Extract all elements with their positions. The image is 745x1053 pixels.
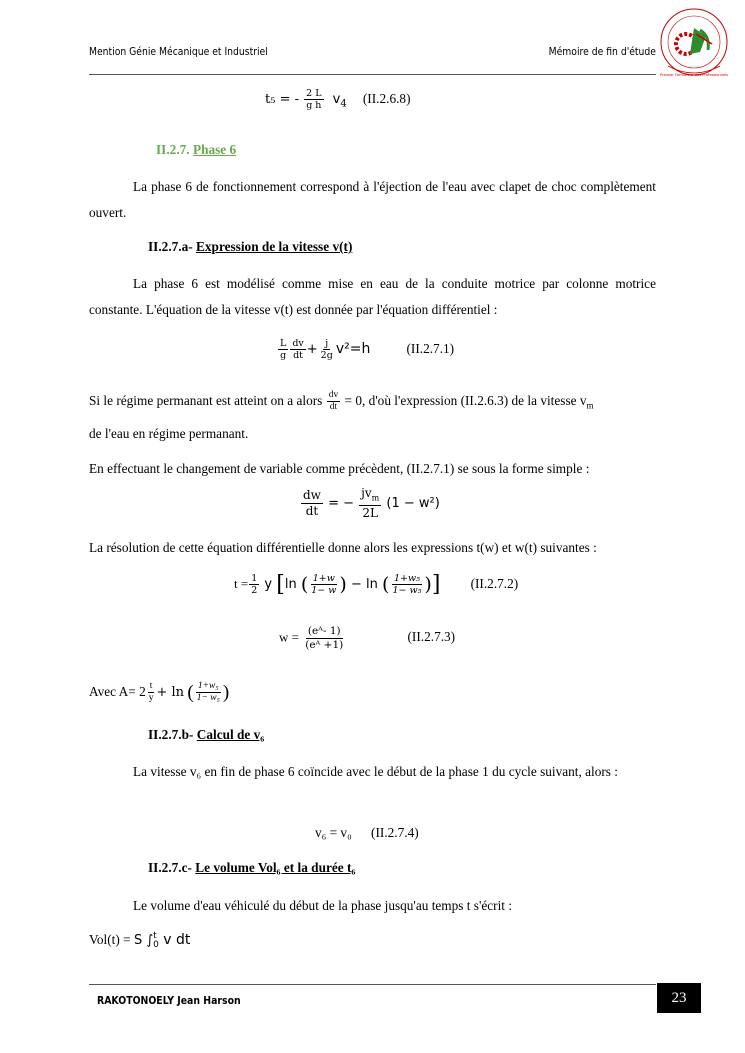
left-paren: ( [382,573,390,596]
frac-num: (eᴬ- 1) [307,625,341,637]
eq-lhs: Vol(t) = [89,932,134,948]
plus-sign: + [306,342,318,357]
subsection-number: II.2.7.c- [148,860,196,875]
equation-dw-dt [300,486,440,521]
header-right: Mémoire de fin d'étude [548,46,656,58]
eq-expr: v₆ = v₀ [315,825,352,840]
equation-number: (II.2.7.1) [406,341,455,356]
paragraph-3 [89,388,656,419]
integral-upper: t [153,931,157,941]
header-left: Mention Génie Mécanique et Industriel [89,46,268,58]
para3-text-b: = 0, d'où l'expression (II.2.6.3) de la vitesse v [341,393,587,408]
paragraph-7: Le volume d'eau véhiculé du début de la phase jusqu'au temps t s'écrit : [133,898,513,913]
eq-var: v [332,92,341,107]
eq-lhs: w = [279,629,299,645]
equation-2-7-4 [315,825,419,841]
right-paren: ) [339,573,347,596]
paragraph-5: La résolution de cette équation différentielle donne alors les expressions t(w) et w(t) suivantes : [89,540,597,555]
integral-s: S ∫ [133,933,154,949]
frac-den: dt [329,402,338,413]
frac-dw-dt [301,488,323,519]
footer-author: RAKOTONOELY Jean Harson [97,994,241,1007]
frac-ln-1 [309,573,338,596]
subsection-title: Expression de la vitesse v(t) [196,239,353,254]
equation-volume [89,932,190,950]
left-paren: ( [300,573,309,596]
plus-ln: + ln [156,685,185,700]
frac-num: 1+w₅ [393,573,420,584]
page-number: 23 [657,983,701,1013]
eq-sub: 4 [340,98,347,110]
paragraph-6: La vitesse v₆ en fin de phase 6 coïncide avec le début de la phase 1 du cycle suivant, alors : [133,764,618,779]
frac-dv-dt [290,338,305,361]
frac-j-2g [319,338,335,361]
eq-equals-minus: = − [328,496,355,512]
frac-num: 1 [251,573,258,584]
footer-rule [89,984,656,985]
equation-number: (II.2.7.4) [371,825,419,840]
subsection-title: Le volume Vol₆ et la durée t₆ [195,860,356,875]
frac-num-sub: m [371,493,380,503]
eq-fraction [304,88,323,111]
subsection-number: II.2.7.a- [148,239,197,254]
ln-2: ln [366,577,378,592]
section-number: II.2.7. [156,142,193,157]
equation-number: (II.2.7.2) [470,576,519,591]
eq-rest: v²=h [335,341,371,357]
frac-num: dv [328,390,339,401]
frac-den: 1− w₅ [196,693,220,704]
right-paren: ) [222,681,230,703]
equation-2-7-3 [279,625,455,652]
frac-num: dw [303,488,321,503]
subsection-number: II.2.7.b- [148,727,197,742]
para3-sub: m [586,400,594,411]
frac-num: t [149,681,153,692]
logo-caption: Premier Formateur des Professionnels [659,73,729,77]
header-rule [89,74,656,75]
frac-den: 2L [362,506,378,521]
eq-y: y [264,577,273,592]
subsection-a-heading [148,239,352,255]
frac-num: 2 L [306,88,322,99]
frac-ln-2 [390,573,423,596]
integrand: v dt [158,932,191,949]
frac-den: 2 [251,585,258,596]
ln-1: ln [284,577,297,592]
frac-num-text: jv [361,486,372,500]
frac-num: dv [292,338,304,349]
frac-half [249,573,259,596]
right-paren: ) [424,573,432,596]
paragraph-2: La phase 6 est modélisé comme mise en eau de la conduite motrice par colonne motrice constante. L'équation de la vitesse v(t) est donnée par l'équation différentiel : [89,276,656,317]
subsection-title: Calcul de v₆ [196,727,265,742]
equation-number: (II.2.6.8) [362,91,411,106]
frac-num [359,486,381,506]
definition-A [89,679,229,706]
avec-lhs: Avec A= 2 [89,684,146,699]
eq-lhs: t₅ = - [265,92,299,107]
frac-num: L [280,338,287,349]
frac-num: j [325,338,329,349]
frac-t-y [147,681,156,704]
integral-lower: 0 [153,940,159,950]
frac-den: 1− w [311,585,337,596]
section-title: Phase 6 [192,142,237,157]
eq-lhs: t = [234,576,249,591]
frac-den: g h [306,100,322,111]
paragraph-3-cont: de l'eau en régime permanant. [89,426,249,441]
frac-den: dt [293,350,303,361]
frac-jvm-2L [359,486,381,521]
equation-2-6-8 [265,88,411,111]
left-paren: ( [187,681,194,703]
frac-den: 2g [320,350,333,361]
frac-den: dt [305,504,319,519]
frac-L-g [278,338,288,361]
frac-den: (eᴬ +1) [305,639,344,651]
section-heading [156,142,236,158]
minus-sign: − [350,577,362,592]
equation-2-7-2 [234,572,518,597]
frac-num: 1+w₅ [197,681,219,692]
frac-exp [303,625,345,652]
frac-den: g [280,350,287,361]
frac-den: y [148,693,154,704]
paragraph-1: La phase 6 de fonctionnement correspond à l'éjection de l'eau avec clapet de choc complètement ouvert. [89,179,656,220]
right-bracket: ] [431,572,441,597]
equation-2-7-1 [277,338,454,361]
school-logo [656,6,732,82]
frac-w5 [195,681,222,704]
para3-text-a: Si le régime permanant est atteint on a alors [89,393,326,408]
subsection-c-heading [148,860,355,876]
frac-dv-dt [327,390,341,413]
left-bracket: [ [276,572,285,597]
eq-tail: (1 − w²) [386,496,440,512]
frac-den: 1− w₅ [392,585,422,596]
frac-num: 1+w [312,573,335,584]
equation-number: (II.2.7.3) [407,629,456,645]
paragraph-4: En effectuant le changement de variable comme précèdent, (II.2.7.1) se sous la forme simple : [89,461,590,476]
subsection-b-heading [148,727,264,743]
